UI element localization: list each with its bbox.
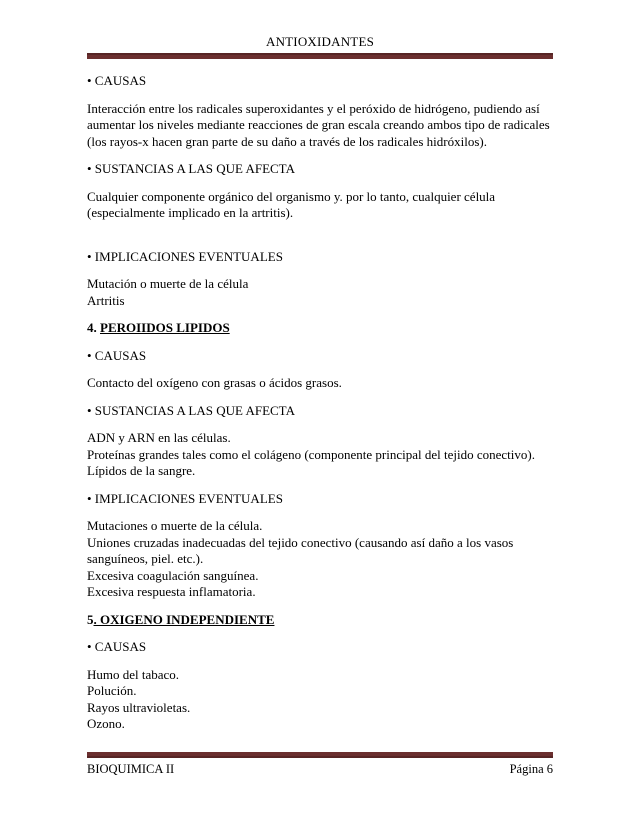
paragraph-line: (los rayos-x hacen gran parte de su daño a través de los radicales hidróxilos). xyxy=(87,133,487,149)
bullet-heading: • IMPLICACIONES EVENTUALES xyxy=(87,248,283,264)
footer-row xyxy=(87,761,553,777)
paragraph-line: Uniones cruzadas inadecuadas del tejido conectivo (causando así daño a los vasos xyxy=(87,534,514,550)
paragraph-line: Proteínas grandes tales como el colágeno (componente principal del tejido conectivo). xyxy=(87,446,535,462)
paragraph xyxy=(87,667,557,733)
bullet-heading: • SUSTANCIAS A LAS QUE AFECTA xyxy=(87,402,295,418)
header-title: ANTIOXIDANTES xyxy=(265,34,375,49)
paragraph-line: Excesiva coagulación sanguínea. xyxy=(87,567,259,583)
bullet-heading: • SUSTANCIAS A LAS QUE AFECTA xyxy=(87,161,295,176)
paragraph xyxy=(87,101,557,151)
paragraph-line: sanguíneos, piel. etc.). xyxy=(87,551,204,566)
bullet-heading: • CAUSAS xyxy=(87,73,147,88)
paragraph-line: ADN y ARN en las células. xyxy=(87,430,231,445)
paragraph xyxy=(87,430,557,480)
paragraph-line: Lípidos de la sangre. xyxy=(87,463,196,478)
heading-number: 4. xyxy=(87,320,100,335)
document-body xyxy=(87,73,557,744)
paragraph-line: Mutaciones o muerte de la célula. xyxy=(87,518,263,533)
paragraph-line: Excesiva respuesta inflamatoria. xyxy=(87,584,256,599)
paragraph xyxy=(87,518,557,601)
paragraph-line: Cualquier componente orgánico del organismo y. por lo tanto, cualquier célula xyxy=(87,188,496,204)
footer-rule xyxy=(87,752,553,758)
paragraph-line: Artritis xyxy=(87,292,125,308)
footer-course-title: BIOQUIMICA II xyxy=(87,762,175,776)
paragraph-line: (especialmente implicado en la artritis). xyxy=(87,205,294,220)
page-footer xyxy=(87,752,553,777)
paragraph-line: Humo del tabaco. xyxy=(87,666,180,682)
paragraph-line: Ozono. xyxy=(87,716,125,731)
bullet-heading: • CAUSAS xyxy=(87,347,147,363)
paragraph xyxy=(87,276,557,309)
footer-page-number: Página 6 xyxy=(509,762,553,776)
paragraph-line: Contacto del oxígeno con grasas o ácidos grasos. xyxy=(87,375,342,390)
blank-line xyxy=(87,233,557,249)
header-rule xyxy=(87,53,553,59)
paragraph-line: aumentar los niveles mediante reacciones de gran escala creando ambos tipo de radicales xyxy=(87,117,550,132)
bullet-heading: • CAUSAS xyxy=(87,639,147,654)
paragraph xyxy=(87,189,557,222)
section-heading xyxy=(87,612,557,629)
paragraph xyxy=(87,375,557,392)
section-heading xyxy=(87,320,557,337)
heading-title: . OXIGENO INDEPENDIENTE xyxy=(93,611,275,627)
page-header xyxy=(87,0,553,59)
paragraph-line: Rayos ultravioletas. xyxy=(87,699,191,715)
bullet-heading: • IMPLICACIONES EVENTUALES xyxy=(87,490,283,506)
paragraph-line: Polución. xyxy=(87,683,137,698)
paragraph-line: Mutación o muerte de la célula xyxy=(87,276,249,291)
heading-title: PEROIIDOS LIPIDOS xyxy=(100,320,230,335)
heading-number: 5 xyxy=(87,611,94,627)
paragraph-line: Interacción entre los radicales superoxidantes y el peróxido de hidrógeno, pudiendo así xyxy=(87,100,540,116)
